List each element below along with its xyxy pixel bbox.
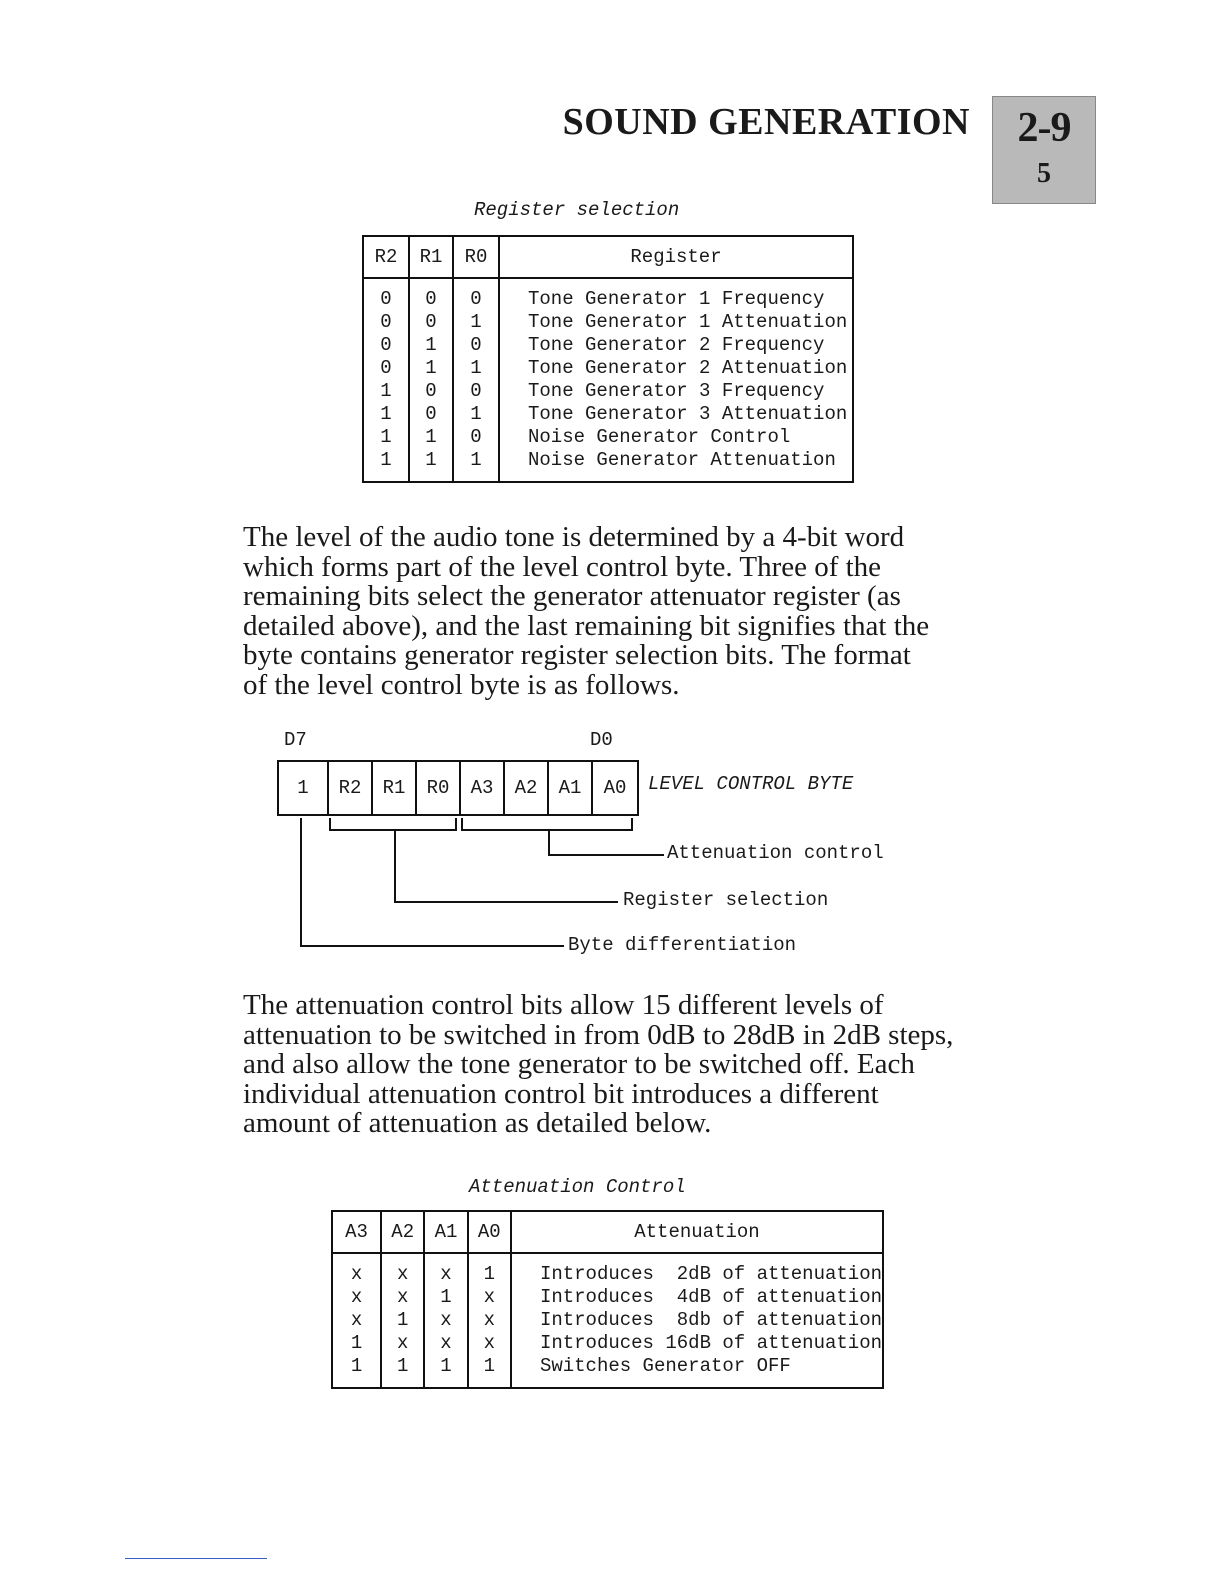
section-tab-subnumber: 5 <box>1037 158 1051 189</box>
bit-value-cell: 1 <box>363 449 409 482</box>
register-table-caption: Register selection <box>474 199 680 221</box>
description-cell: Introduces 8db of attenuation <box>511 1309 883 1332</box>
description-cell: Tone Generator 2 Attenuation <box>499 357 853 380</box>
column-header: A0 <box>468 1211 511 1253</box>
bit-value-cell: 0 <box>409 278 453 311</box>
description-cell: Introduces 4dB of attenuation <box>511 1286 883 1309</box>
text-line: The attenuation control bits allow 15 different levels of <box>243 989 884 1021</box>
text-line: detailed above), and the last remaining bit signifies that the <box>243 609 930 642</box>
bit-value-cell: 0 <box>363 278 409 311</box>
register-selection-label: Register selection <box>623 889 829 911</box>
bit-value-cell: 1 <box>381 1355 424 1388</box>
description-cell: Tone Generator 3 Attenuation <box>499 403 853 426</box>
bit-value-cell: 1 <box>453 311 499 334</box>
table-row <box>332 1332 883 1355</box>
attenuation-table-caption: Attenuation Control <box>469 1176 686 1198</box>
bit-value-cell: 0 <box>409 311 453 334</box>
bit-value-cell: x <box>424 1332 467 1355</box>
bit-value-cell: 1 <box>332 1332 381 1355</box>
lsb-label: D0 <box>590 729 613 751</box>
byte-differentiation-label: Byte differentiation <box>568 934 797 956</box>
table-header-row <box>332 1211 883 1253</box>
bit-cell: R1 <box>373 762 417 814</box>
table-row <box>332 1355 883 1388</box>
column-header: A2 <box>381 1211 424 1253</box>
column-header: R1 <box>409 236 453 278</box>
bit-value-cell: 0 <box>363 334 409 357</box>
bit-value-cell: 0 <box>453 380 499 403</box>
bit-value-cell: 1 <box>453 357 499 380</box>
bit-value-cell: x <box>332 1286 381 1309</box>
column-header: R0 <box>453 236 499 278</box>
bit-value-cell: 1 <box>381 1309 424 1332</box>
bit-value-cell: x <box>381 1332 424 1355</box>
bit-value-cell: 0 <box>453 426 499 449</box>
table-row <box>332 1309 883 1332</box>
description-cell: Noise Generator Attenuation <box>499 449 853 482</box>
bit-value-cell: x <box>332 1309 381 1332</box>
bit-value-cell: 1 <box>363 403 409 426</box>
bit-cell: A3 <box>461 762 505 814</box>
description-cell: Tone Generator 2 Frequency <box>499 334 853 357</box>
column-header: Register <box>499 236 853 278</box>
bit-value-cell: 1 <box>332 1355 381 1388</box>
register-leader <box>395 830 618 902</box>
bit-value-cell: 1 <box>409 334 453 357</box>
bit-value-cell: 0 <box>409 403 453 426</box>
bit-value-cell: 1 <box>453 403 499 426</box>
column-header: A3 <box>332 1211 381 1253</box>
column-header: Attenuation <box>511 1211 883 1253</box>
bit-cell: A1 <box>549 762 593 814</box>
text-line: which forms part of the level control byte. Three of the <box>243 550 882 583</box>
byte-leader <box>301 818 564 946</box>
column-header: A1 <box>424 1211 467 1253</box>
bit-value-cell: 0 <box>453 278 499 311</box>
text-line: attenuation to be switched in from 0dB to 28dB in 2dB steps, <box>243 1018 954 1051</box>
description-cell: Tone Generator 1 Frequency <box>499 278 853 311</box>
bit-value-cell: x <box>381 1286 424 1309</box>
bit-value-cell: 0 <box>363 357 409 380</box>
bit-value-cell: 1 <box>409 449 453 482</box>
footnote-rule <box>125 1558 267 1559</box>
register-bracket <box>330 818 456 830</box>
attenuation-leader <box>549 830 664 855</box>
bit-value-cell: x <box>424 1253 467 1286</box>
bit-value-cell: 1 <box>363 426 409 449</box>
bit-value-cell: 0 <box>363 311 409 334</box>
table-row <box>332 1286 883 1309</box>
text-line: byte contains generator register selection bits. The format <box>243 639 911 671</box>
bit-cell: R2 <box>329 762 373 814</box>
description-cell: Introduces 2dB of attenuation <box>511 1253 883 1286</box>
text-line: amount of attenuation as detailed below. <box>243 1107 712 1139</box>
bit-cell: A0 <box>603 777 627 799</box>
text-line: remaining bits select the generator attenuator register (as <box>243 580 901 612</box>
description-cell: Introduces 16dB of attenuation <box>511 1332 883 1355</box>
bit-value-cell: 0 <box>453 334 499 357</box>
paragraph-attenuation <box>243 991 983 1139</box>
bit-value-cell: 0 <box>409 380 453 403</box>
msb-label: D7 <box>284 729 307 751</box>
bit-value-cell: x <box>332 1253 381 1286</box>
attenuation-control-table <box>331 1210 884 1389</box>
level-control-byte-title: LEVEL CONTROL BYTE <box>648 773 854 795</box>
description-cell: Switches Generator OFF <box>511 1355 883 1388</box>
attenuation-bracket <box>462 818 632 830</box>
bit-value-cell: x <box>468 1309 511 1332</box>
description-cell: Tone Generator 1 Attenuation <box>499 311 853 334</box>
text-line: The level of the audio tone is determined by a 4-bit word <box>243 521 905 553</box>
bit-value-cell: x <box>468 1332 511 1355</box>
bit-value-cell: 1 <box>468 1355 511 1388</box>
bit-value-cell: x <box>381 1253 424 1286</box>
description-cell: Noise Generator Control <box>499 426 853 449</box>
attenuation-control-label: Attenuation control <box>667 842 884 864</box>
text-line: individual attenuation control bit introduces a different <box>243 1077 879 1110</box>
bit-cell: 1 <box>279 762 329 814</box>
section-tab-number: 2-9 <box>1017 105 1071 151</box>
bit-value-cell: 1 <box>468 1253 511 1286</box>
text-line: and also allow the tone generator to be switched off. Each <box>243 1048 915 1080</box>
bit-value-cell: x <box>424 1309 467 1332</box>
text-line: of the level control byte is as follows. <box>243 668 680 701</box>
bit-value-cell: 1 <box>409 426 453 449</box>
bit-value-cell: 1 <box>424 1355 467 1388</box>
column-header: R2 <box>363 236 409 278</box>
bit-cell: R0 <box>417 762 461 814</box>
bit-cell: A2 <box>505 762 549 814</box>
bit-value-cell: 1 <box>453 449 499 482</box>
description-cell: Tone Generator 3 Frequency <box>499 380 853 403</box>
bit-value-cell: 1 <box>424 1286 467 1309</box>
bit-value-cell: 1 <box>409 357 453 380</box>
table-row <box>332 1253 883 1286</box>
bit-value-cell: x <box>468 1286 511 1309</box>
bit-value-cell: 1 <box>363 380 409 403</box>
page-title: SOUND GENERATION <box>562 101 970 143</box>
